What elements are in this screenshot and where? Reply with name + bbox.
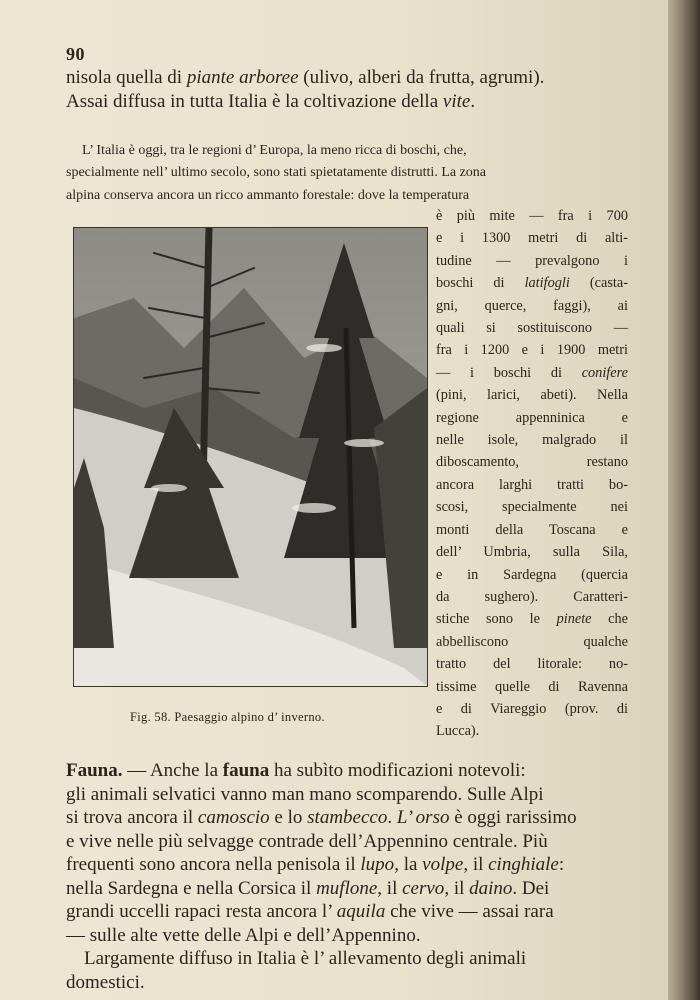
text-line <box>66 853 628 877</box>
text-run: e i 1300 metri di alti- <box>436 230 628 247</box>
animal-name: muflone <box>316 877 378 899</box>
text-line <box>436 676 628 698</box>
text-line <box>66 900 628 924</box>
text-run: quali si sostituiscono — <box>436 320 628 337</box>
text-line <box>66 90 628 114</box>
page-number: 90 <box>66 44 85 64</box>
text-line <box>436 631 628 653</box>
text-run: dell’ Umbria, sulla Sila, <box>436 544 628 561</box>
animal-name: volpe <box>422 854 464 875</box>
text-run: grandi uccelli rapaci resta ancora l’ <box>66 901 337 922</box>
italic-term: piante arboree <box>186 67 299 88</box>
text-line <box>436 317 628 339</box>
text-line <box>436 519 628 541</box>
text-line <box>436 429 628 451</box>
animal-name: daino <box>469 877 513 899</box>
text-line <box>436 384 628 406</box>
text-line: alpina conserva ancora un ricco ammanto forestale: dove la temperatura <box>66 187 470 203</box>
animal-name: lupo <box>360 854 395 875</box>
text-line <box>66 806 628 830</box>
page-edge-shadow <box>668 0 700 1000</box>
text-line <box>66 759 628 783</box>
italic-term: pinete <box>556 611 592 628</box>
text-line: Largamente diffuso in Italia è l’ allevamento degli animali <box>84 948 527 969</box>
text-run: regione appenninica e <box>436 409 628 426</box>
text-run: frequenti sono ancora nella penisola il <box>66 854 361 875</box>
text-run: nelle isole, malgrado il <box>436 432 628 449</box>
text-line <box>66 783 628 807</box>
animal-name: stambecco <box>307 807 388 828</box>
text-run: stiche sono le <box>436 611 557 628</box>
text-run: che <box>591 611 628 628</box>
intro-paragraph <box>66 66 628 113</box>
animal-name: L’ orso <box>396 807 450 828</box>
text-run: , il <box>444 877 470 899</box>
animal-name: cinghiale <box>488 854 559 875</box>
italic-term: conifere <box>581 364 628 381</box>
text-run: Lucca). <box>436 723 480 740</box>
text-run: che vive — assai rara <box>385 901 554 922</box>
text-line <box>436 407 628 429</box>
forest-paragraph-column <box>436 205 628 743</box>
text-line <box>436 720 628 742</box>
section-heading: Fauna. <box>66 760 123 781</box>
text-line <box>436 362 628 384</box>
text-run: ha subìto modificazioni notevoli: <box>269 760 526 781</box>
text-line <box>436 227 628 249</box>
text-line <box>436 496 628 518</box>
text-run: fra i 1200 e i 1900 metri <box>436 342 628 359</box>
text-line <box>436 451 628 473</box>
text-run: diboscamento, restano <box>436 454 628 471</box>
text-line: L’ Italia è oggi, tra le regioni d’ Europa, la meno ricca di boschi, che, <box>82 143 467 158</box>
text-run: — i boschi di <box>436 364 582 381</box>
text-run: gni, querce, faggi), ai <box>436 297 628 314</box>
text-run: — sulle alte vette delle Alpi e dell’Appennino. <box>66 924 421 946</box>
text-run: e in Sardegna (quercia <box>436 566 628 583</box>
text-run: (pini, larici, abeti). Nella <box>436 387 628 404</box>
text-line <box>66 66 628 90</box>
text-run: gli animali selvatici vanno man mano scomparendo. Sulle Alpi <box>66 783 544 805</box>
text-line <box>436 250 628 272</box>
text-line <box>436 586 628 608</box>
bold-term: fauna <box>222 760 270 781</box>
text-run: (ulivo, alberi da frutta, agrumi). <box>298 67 545 88</box>
text-run: , la <box>394 854 423 875</box>
text-run: , il <box>377 877 403 899</box>
text-run: . <box>387 807 397 828</box>
text-run: — Anche la <box>122 760 223 781</box>
text-run: monti della Toscana e <box>436 521 628 538</box>
text-run: da sughero). Caratteri- <box>436 588 628 605</box>
text-line <box>436 205 628 227</box>
text-run: è più mite — fra i 700 <box>436 208 628 224</box>
text-line <box>436 608 628 630</box>
text-run: si trova ancora il <box>66 807 198 828</box>
text-run: e vive nelle più selvagge contrade dell’Appennino centrale. Più <box>66 830 548 852</box>
text-run: tudine — prevalgono i <box>436 252 628 269</box>
text-line <box>436 295 628 317</box>
italic-term: latifogli <box>524 275 570 292</box>
text-run: boschi di <box>436 275 525 292</box>
text-run: abbelliscono qualche <box>436 633 628 650</box>
text-line <box>66 877 628 901</box>
text-line <box>436 698 628 720</box>
animal-name: aquila <box>336 901 386 922</box>
fauna-paragraph <box>66 759 628 947</box>
text-line <box>436 474 628 496</box>
text-run: , il <box>463 854 489 875</box>
text-line <box>436 564 628 586</box>
text-line <box>436 653 628 675</box>
text-line: specialmente nell’ ultimo secolo, sono stati spietatamente distrutti. La zona <box>66 165 487 181</box>
animal-name: cervo <box>402 877 445 899</box>
text-run: : <box>558 854 565 875</box>
text-run: e lo <box>269 807 308 828</box>
text-run: . <box>470 90 476 112</box>
figure-caption: Fig. 58. Paesaggio alpino d’ inverno. <box>130 710 325 724</box>
text-line <box>66 830 628 854</box>
text-run: . Dei <box>512 877 550 899</box>
text-line <box>436 272 628 294</box>
text-run: è oggi rarissimo <box>449 807 577 828</box>
alpine-winter-photo <box>73 227 428 687</box>
text-line <box>66 924 628 948</box>
text-run: (casta- <box>569 275 628 292</box>
italic-term: vite <box>442 90 471 112</box>
text-line <box>436 541 628 563</box>
forest-paragraph <box>66 140 628 207</box>
text-run: scosi, specialmente nei <box>436 499 628 516</box>
animal-name: camoscio <box>197 807 270 828</box>
text-line: domestici. <box>66 971 145 993</box>
text-run: ancora larghi tratti bo- <box>436 476 628 493</box>
text-run: e di Viareggio (prov. di <box>436 700 628 717</box>
text-run: tratto del litorale: no- <box>436 656 628 673</box>
text-run: tissime quelle di Ravenna <box>436 678 628 695</box>
text-run: nisola quella di <box>66 67 187 88</box>
breeding-paragraph <box>66 947 628 994</box>
text-run: nella Sardegna e nella Corsica il <box>66 877 317 899</box>
text-run: Assai diffusa in tutta Italia è la coltivazione della <box>66 90 443 112</box>
text-line <box>436 339 628 361</box>
